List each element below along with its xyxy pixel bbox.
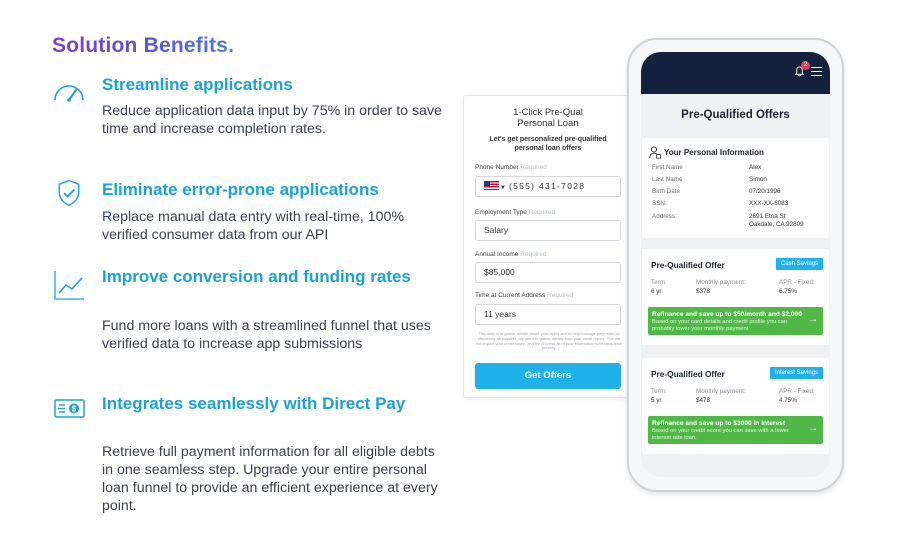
get-offers-button[interactable]: Get Offers — [475, 363, 621, 389]
page-title: Solution Benefits. — [52, 34, 235, 57]
screen-title: Pre-Qualified Offers — [681, 109, 790, 121]
refinance-promo[interactable]: Refinance and save up to $50/month and $2,000 Based on your card details and credit profile you can probably lower your monthly payment → — [648, 307, 823, 335]
form-subtitle: Let's get personalized pre-qualified personal loan offers — [489, 136, 607, 152]
benefit-heading: Streamline applications — [102, 75, 293, 94]
offer-title: Pre-Qualified Offer — [651, 260, 725, 270]
form-title: 1-Click Pre-Qual Personal Loan — [513, 107, 583, 129]
benefit-direct-pay — [52, 393, 442, 523]
offer-payment: Monthly payment: $478 — [696, 388, 746, 404]
chevron-down-icon: ▼ — [500, 185, 506, 191]
offer-title: Pre-Qualified Offer — [651, 369, 725, 379]
menu-icon[interactable] — [811, 67, 822, 76]
income-label: Annual Income Required — [475, 251, 547, 258]
notification-badge: 2 — [801, 61, 810, 70]
us-flag-icon — [484, 181, 499, 190]
phone-screen — [641, 52, 830, 477]
offer-apr: APR - Fixed: 4.75% — [779, 388, 815, 404]
benefit-eliminate-errors — [52, 179, 442, 249]
fast-payment-icon — [52, 393, 86, 427]
app-header — [641, 52, 830, 94]
arrow-right-icon: → — [808, 314, 818, 325]
offer-card[interactable] — [642, 249, 829, 345]
benefit-heading: Improve conversion and funding rates — [102, 267, 411, 286]
benefit-heading: Eliminate error-prone applications — [102, 180, 379, 199]
speedometer-icon — [52, 76, 86, 110]
address-time-label: Time at Current Address Required — [475, 292, 574, 299]
phone-input[interactable]: ▼ (555) 431-7028 — [475, 176, 621, 197]
offer-tag: Interest Savings — [770, 367, 823, 379]
benefit-streamline — [52, 74, 442, 164]
offer-payment: Monthly payment: $378 — [696, 279, 746, 295]
offer-tag: Cash Savings — [776, 258, 823, 270]
phone-mockup — [627, 38, 844, 492]
benefit-text: Replace manual data entry with real-time, 100% verified consumer data from our API — [102, 209, 405, 243]
trend-line-icon — [52, 268, 86, 302]
benefit-improve-conversion — [52, 266, 442, 376]
employment-label: Employment Type Required — [475, 209, 556, 216]
employment-type-field[interactable]: Salary — [475, 220, 621, 241]
address-time-field[interactable]: 11 years — [475, 304, 621, 325]
svg-text:$: $ — [71, 404, 77, 414]
person-icon — [649, 146, 661, 159]
prequal-form-card — [463, 95, 633, 398]
refinance-promo[interactable]: Refinance and save up to $3000 in interest Based on your credit score you can save with a lower interest rate loan. → — [648, 416, 823, 444]
arrow-right-icon: → — [808, 423, 818, 434]
benefit-heading: Integrates seamlessly with Direct Pay — [102, 394, 406, 413]
offer-term: Term: 6 yr — [651, 279, 667, 295]
benefit-text: Retrieve full payment information for all eligible debts in one seamless step. Upgrade your entire personal loan funnel to provide an efficient experience at every point. — [102, 444, 438, 514]
benefit-text: Reduce application data input by 75% in order to save time and increase completion rates. — [102, 103, 442, 137]
annual-income-field[interactable]: $85,000 — [475, 262, 621, 283]
personal-info-card: Your Personal Information First Name Alex Last Name Simon Birth Date 07/20/1996 SSN: XXX-XX-6083 Address: 2691 Etna St Oakdale, CA 92809 — [642, 138, 829, 238]
disclaimer-text: This step is to gather details about your debts and to help manage payments as effectively as possible, we need to gather details from your credit report. This will not impact your credit score, and we process all of your information with bank-level security. — [475, 331, 623, 351]
personal-info-heading: Your Personal Information — [664, 148, 764, 157]
offer-card[interactable] — [642, 358, 829, 454]
benefit-text: Fund more loans with a streamlined funnel that uses verified data to increase app submissions — [102, 318, 431, 352]
offer-term: Term: 5 yr — [651, 388, 667, 404]
shield-check-icon — [54, 177, 84, 209]
phone-label: Phone Number Required — [475, 164, 547, 171]
offer-apr: APR - Fixed: 6.75% — [779, 279, 815, 295]
